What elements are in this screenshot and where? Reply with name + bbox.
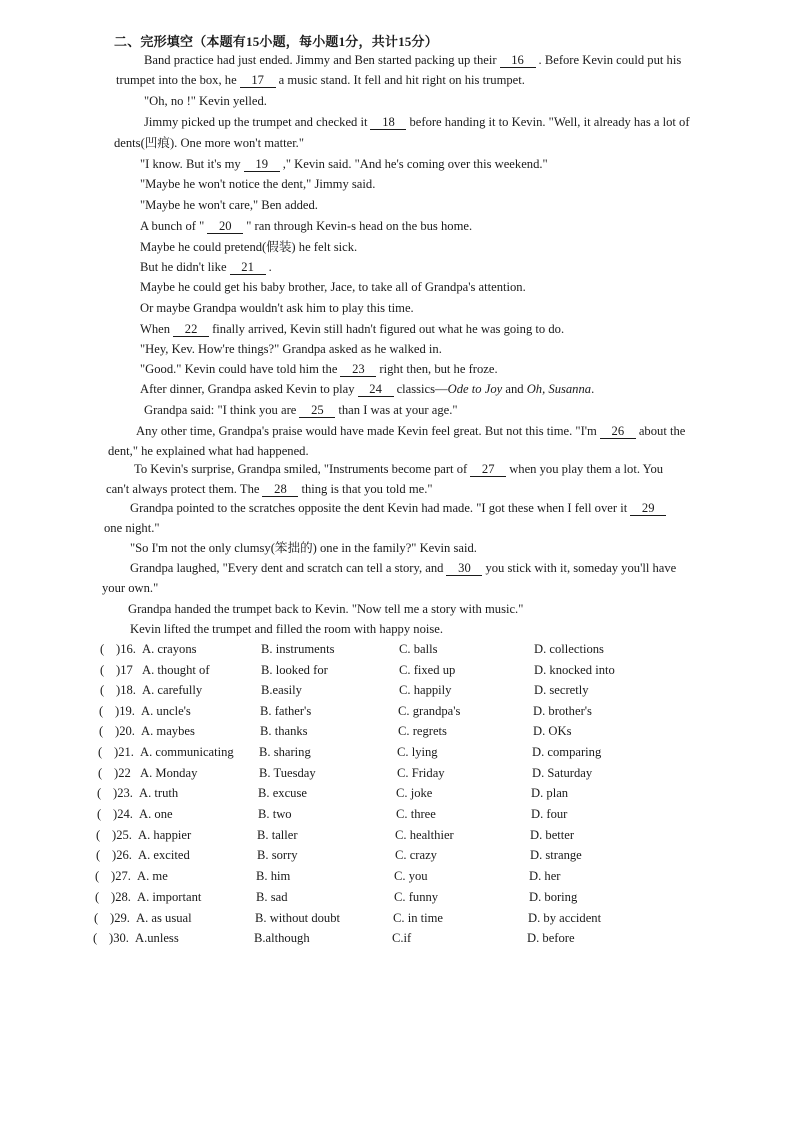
answer-bracket[interactable]: ( bbox=[100, 642, 105, 656]
question-number: )25. bbox=[112, 828, 132, 842]
option-a[interactable]: A. communicating bbox=[140, 745, 234, 759]
passage-text: your own." bbox=[102, 581, 159, 595]
passage-text: Band practice had just ended. Jimmy and Ben started packing up their bbox=[144, 53, 497, 67]
passage-text: To Kevin's surprise, Grandpa smiled, "Instruments become part of bbox=[134, 462, 468, 476]
passage-line bbox=[144, 93, 267, 109]
passage-text: before handing it to Kevin. "Well, it already has a lot of bbox=[409, 115, 690, 129]
option-c[interactable]: C. healthier bbox=[395, 828, 454, 842]
option-c[interactable]: C. you bbox=[394, 869, 428, 883]
answer-bracket[interactable]: ( bbox=[100, 663, 105, 677]
option-b[interactable]: B. excuse bbox=[258, 786, 307, 800]
passage-text: trumpet into the box, he bbox=[116, 73, 237, 87]
answer-bracket[interactable]: ( bbox=[97, 807, 102, 821]
passage-text: After dinner, Grandpa asked Kevin to play bbox=[140, 382, 355, 396]
passage-text: A bunch of " bbox=[140, 219, 205, 233]
passage-line bbox=[144, 52, 681, 68]
passage-text: . Before Kevin could put his bbox=[538, 53, 682, 67]
passage-text: one night." bbox=[104, 521, 160, 535]
option-b[interactable]: B. sad bbox=[256, 890, 288, 904]
blank-29[interactable]: 29 bbox=[630, 502, 666, 516]
answer-bracket[interactable]: ( bbox=[94, 911, 99, 925]
passage-line bbox=[144, 114, 690, 130]
passage-text: than I was at your age." bbox=[338, 403, 458, 417]
passage-text: a music stand. It fell and hit right on his trumpet. bbox=[278, 73, 525, 87]
question-number: )30. bbox=[109, 931, 129, 945]
passage-line bbox=[140, 321, 564, 337]
option-a[interactable]: A. crayons bbox=[142, 642, 197, 656]
option-b[interactable]: B. sharing bbox=[259, 745, 311, 759]
option-b[interactable]: B.although bbox=[254, 931, 310, 945]
option-d[interactable]: D. plan bbox=[531, 786, 569, 800]
passage-text: "Oh, no !" Kevin yelled. bbox=[144, 94, 267, 108]
passage-text: . bbox=[268, 260, 272, 274]
passage-text: about the bbox=[638, 424, 686, 438]
question-number: )21. bbox=[114, 745, 134, 759]
option-a[interactable]: A. one bbox=[139, 807, 173, 821]
option-b[interactable]: B. taller bbox=[257, 828, 298, 842]
option-a[interactable]: A. happier bbox=[138, 828, 192, 842]
option-a[interactable]: A. as usual bbox=[136, 911, 192, 925]
option-c[interactable]: C. funny bbox=[394, 890, 439, 904]
option-c[interactable]: C. fixed up bbox=[399, 663, 456, 677]
passage-text: finally arrived, Kevin still hadn't figured out what he was going to do. bbox=[212, 322, 565, 336]
passage-text: when you play them a lot. You bbox=[509, 462, 664, 476]
option-a[interactable]: A. uncle's bbox=[141, 704, 191, 718]
option-d[interactable]: D. boring bbox=[529, 890, 578, 904]
passage-text: Maybe he could get his baby brother, Jace, to take all of Grandpa's attention. bbox=[140, 280, 526, 294]
option-b[interactable]: B. without doubt bbox=[255, 911, 341, 925]
passage-line bbox=[130, 500, 669, 516]
passage-text: " ran through Kevin-s head on the bus home. bbox=[246, 219, 473, 233]
answer-bracket[interactable]: ( bbox=[100, 683, 105, 697]
answer-bracket[interactable]: ( bbox=[93, 931, 98, 945]
passage-text: right then, but he froze. bbox=[379, 362, 498, 376]
passage-text: classics— bbox=[396, 382, 448, 396]
question-number: )16. bbox=[116, 642, 136, 656]
passage-text: Kevin lifted the trumpet and filled the room with happy noise. bbox=[130, 622, 444, 636]
passage-line bbox=[140, 239, 357, 255]
option-c[interactable]: C. three bbox=[396, 807, 436, 821]
option-a[interactable]: A. carefully bbox=[142, 683, 203, 697]
option-d[interactable]: D. brother's bbox=[533, 704, 592, 718]
passage-text: and bbox=[502, 382, 527, 396]
question-number: )24. bbox=[113, 807, 133, 821]
option-a[interactable]: A. important bbox=[137, 890, 202, 904]
question-number: )17 bbox=[116, 663, 133, 677]
passage-text: Maybe he could pretend(假装) he felt sick. bbox=[140, 240, 358, 254]
passage-text: thing is that you told me." bbox=[301, 482, 433, 496]
option-d[interactable]: D. by accident bbox=[528, 911, 602, 925]
question-number: )22 bbox=[114, 766, 131, 780]
question-number: )26. bbox=[112, 848, 132, 862]
option-a[interactable]: A.unless bbox=[135, 931, 179, 945]
passage-text: "Maybe he won't notice the dent," Jimmy said. bbox=[140, 177, 376, 191]
blank-19[interactable]: 19 bbox=[244, 158, 280, 172]
passage-text: dents(凹痕). One more won't matter." bbox=[114, 136, 304, 150]
option-a[interactable]: A. excited bbox=[138, 848, 190, 862]
answer-bracket[interactable]: ( bbox=[95, 890, 100, 904]
passage-line bbox=[140, 361, 498, 377]
option-d[interactable]: D. better bbox=[530, 828, 575, 842]
passage-line bbox=[140, 176, 375, 192]
blank-16[interactable]: 16 bbox=[500, 54, 536, 68]
passage-line bbox=[114, 135, 304, 151]
answer-bracket[interactable]: ( bbox=[99, 724, 104, 738]
passage-line bbox=[104, 520, 160, 536]
answer-bracket[interactable]: ( bbox=[96, 828, 101, 842]
passage-line bbox=[108, 443, 309, 459]
option-c[interactable]: C. Friday bbox=[397, 766, 445, 780]
option-d[interactable]: D. comparing bbox=[532, 745, 602, 759]
passage-line bbox=[140, 300, 414, 316]
passage-text: "Good." Kevin could have told him the bbox=[140, 362, 338, 376]
passage-line bbox=[144, 402, 458, 418]
passage-text: Grandpa laughed, "Every dent and scratch can tell a story, and bbox=[130, 561, 444, 575]
passage-text: Grandpa pointed to the scratches opposite the dent Kevin had made. "I got these when I fell over it bbox=[130, 501, 628, 515]
song-title: Oh, Susanna bbox=[526, 382, 592, 396]
option-a[interactable]: A. Monday bbox=[140, 766, 198, 780]
question-number: )29. bbox=[110, 911, 130, 925]
blank-21[interactable]: 21 bbox=[230, 261, 266, 275]
blank-27[interactable]: 27 bbox=[470, 463, 506, 477]
option-c[interactable]: C. balls bbox=[399, 642, 438, 656]
passage-text: Grandpa handed the trumpet back to Kevin. "Now tell me a story with music." bbox=[128, 602, 524, 616]
option-a[interactable]: A. maybes bbox=[141, 724, 195, 738]
option-d[interactable]: D. her bbox=[529, 869, 561, 883]
option-c[interactable]: C.if bbox=[392, 931, 412, 945]
passage-text: When bbox=[140, 322, 171, 336]
answer-bracket[interactable]: ( bbox=[98, 766, 103, 780]
option-d[interactable]: D. four bbox=[531, 807, 568, 821]
option-b[interactable]: B. looked for bbox=[261, 663, 328, 677]
blank-23[interactable]: 23 bbox=[340, 363, 376, 377]
blank-22[interactable]: 22 bbox=[173, 323, 209, 337]
passage-text: you stick with it, someday you'll have bbox=[485, 561, 677, 575]
passage-line bbox=[140, 259, 272, 275]
option-c[interactable]: C. happily bbox=[399, 683, 452, 697]
passage-text: Jimmy picked up the trumpet and checked it bbox=[144, 115, 368, 129]
option-c[interactable]: C. grandpa's bbox=[398, 704, 461, 718]
section-title: 二、完形填空（本题有15小题，每小题1分，共计15分） bbox=[114, 34, 438, 49]
passage-line bbox=[130, 540, 477, 556]
answer-bracket[interactable]: ( bbox=[96, 848, 101, 862]
blank-30[interactable]: 30 bbox=[446, 562, 482, 576]
option-b[interactable]: B. Tuesday bbox=[259, 766, 316, 780]
passage-line bbox=[130, 560, 676, 576]
question-number: )23. bbox=[113, 786, 133, 800]
passage-line bbox=[134, 461, 663, 477]
option-d[interactable]: D. Saturday bbox=[532, 766, 593, 780]
passage-line bbox=[116, 72, 525, 88]
option-b[interactable]: B. thanks bbox=[260, 724, 308, 738]
passage-line bbox=[102, 580, 158, 596]
blank-25[interactable]: 25 bbox=[299, 404, 335, 418]
passage-line bbox=[140, 381, 594, 397]
option-c[interactable]: C. in time bbox=[393, 911, 444, 925]
blank-18[interactable]: 18 bbox=[370, 116, 406, 130]
blank-17[interactable]: 17 bbox=[240, 74, 276, 88]
passage-line bbox=[140, 218, 472, 234]
passage-line bbox=[140, 279, 526, 295]
blank-24[interactable]: 24 bbox=[358, 383, 394, 397]
option-a[interactable]: A. me bbox=[137, 869, 168, 883]
blank-26[interactable]: 26 bbox=[600, 425, 636, 439]
passage-text: can't always protect them. The bbox=[106, 482, 260, 496]
passage-line bbox=[128, 601, 523, 617]
passage-line bbox=[140, 197, 318, 213]
blank-28[interactable]: 28 bbox=[262, 483, 298, 497]
answer-bracket[interactable]: ( bbox=[97, 786, 102, 800]
passage-line bbox=[130, 621, 443, 637]
song-title: Ode to Joy bbox=[447, 382, 503, 396]
option-b[interactable]: B.easily bbox=[261, 683, 302, 697]
option-a[interactable]: A. thought of bbox=[142, 663, 210, 677]
option-d[interactable]: D. OKs bbox=[533, 724, 572, 738]
question-number: )20. bbox=[115, 724, 135, 738]
option-d[interactable]: D. before bbox=[527, 931, 575, 945]
passage-text: Or maybe Grandpa wouldn't ask him to play this time. bbox=[140, 301, 414, 315]
passage-text: ," Kevin said. "And he's coming over this weekend." bbox=[282, 157, 548, 171]
option-d[interactable]: D. secretly bbox=[534, 683, 589, 697]
passage-text: "Hey, Kev. How're things?" Grandpa asked as he walked in. bbox=[140, 342, 442, 356]
passage-text: Any other time, Grandpa's praise would have made Kevin feel great. But not this time. "I'm bbox=[136, 424, 597, 438]
question-number: )27. bbox=[111, 869, 131, 883]
option-b[interactable]: B. father's bbox=[260, 704, 312, 718]
option-d[interactable]: D. knocked into bbox=[534, 663, 615, 677]
passage-line bbox=[136, 423, 685, 439]
passage-line bbox=[140, 156, 548, 172]
option-a[interactable]: A. truth bbox=[139, 786, 179, 800]
option-b[interactable]: B. two bbox=[258, 807, 292, 821]
blank-20[interactable]: 20 bbox=[207, 220, 243, 234]
question-number: )18. bbox=[116, 683, 136, 697]
option-d[interactable]: D. collections bbox=[534, 642, 604, 656]
option-c[interactable]: C. lying bbox=[397, 745, 438, 759]
option-c[interactable]: C. joke bbox=[396, 786, 433, 800]
option-c[interactable]: C. regrets bbox=[398, 724, 447, 738]
passage-text: Grandpa said: "I think you are bbox=[144, 403, 297, 417]
passage-text: "So I'm not the only clumsy(笨拙的) one in the family?" Kevin said. bbox=[130, 541, 477, 555]
passage-text: . bbox=[591, 382, 595, 396]
option-b[interactable]: B. sorry bbox=[257, 848, 298, 862]
question-number: )28. bbox=[111, 890, 131, 904]
answer-bracket[interactable]: ( bbox=[99, 704, 104, 718]
passage-text: dent," he explained what had happened. bbox=[108, 444, 309, 458]
answer-bracket[interactable]: ( bbox=[98, 745, 103, 759]
option-d[interactable]: D. strange bbox=[530, 848, 582, 862]
passage-text: But he didn't like bbox=[140, 260, 227, 274]
passage-line bbox=[106, 481, 433, 497]
passage-text: "I know. But it's my bbox=[140, 157, 241, 171]
option-b[interactable]: B. instruments bbox=[261, 642, 335, 656]
answer-bracket[interactable]: ( bbox=[95, 869, 100, 883]
option-b[interactable]: B. him bbox=[256, 869, 291, 883]
question-number: )19. bbox=[115, 704, 135, 718]
passage-line bbox=[140, 341, 442, 357]
option-c[interactable]: C. crazy bbox=[395, 848, 437, 862]
passage-text: "Maybe he won't care," Ben added. bbox=[140, 198, 318, 212]
